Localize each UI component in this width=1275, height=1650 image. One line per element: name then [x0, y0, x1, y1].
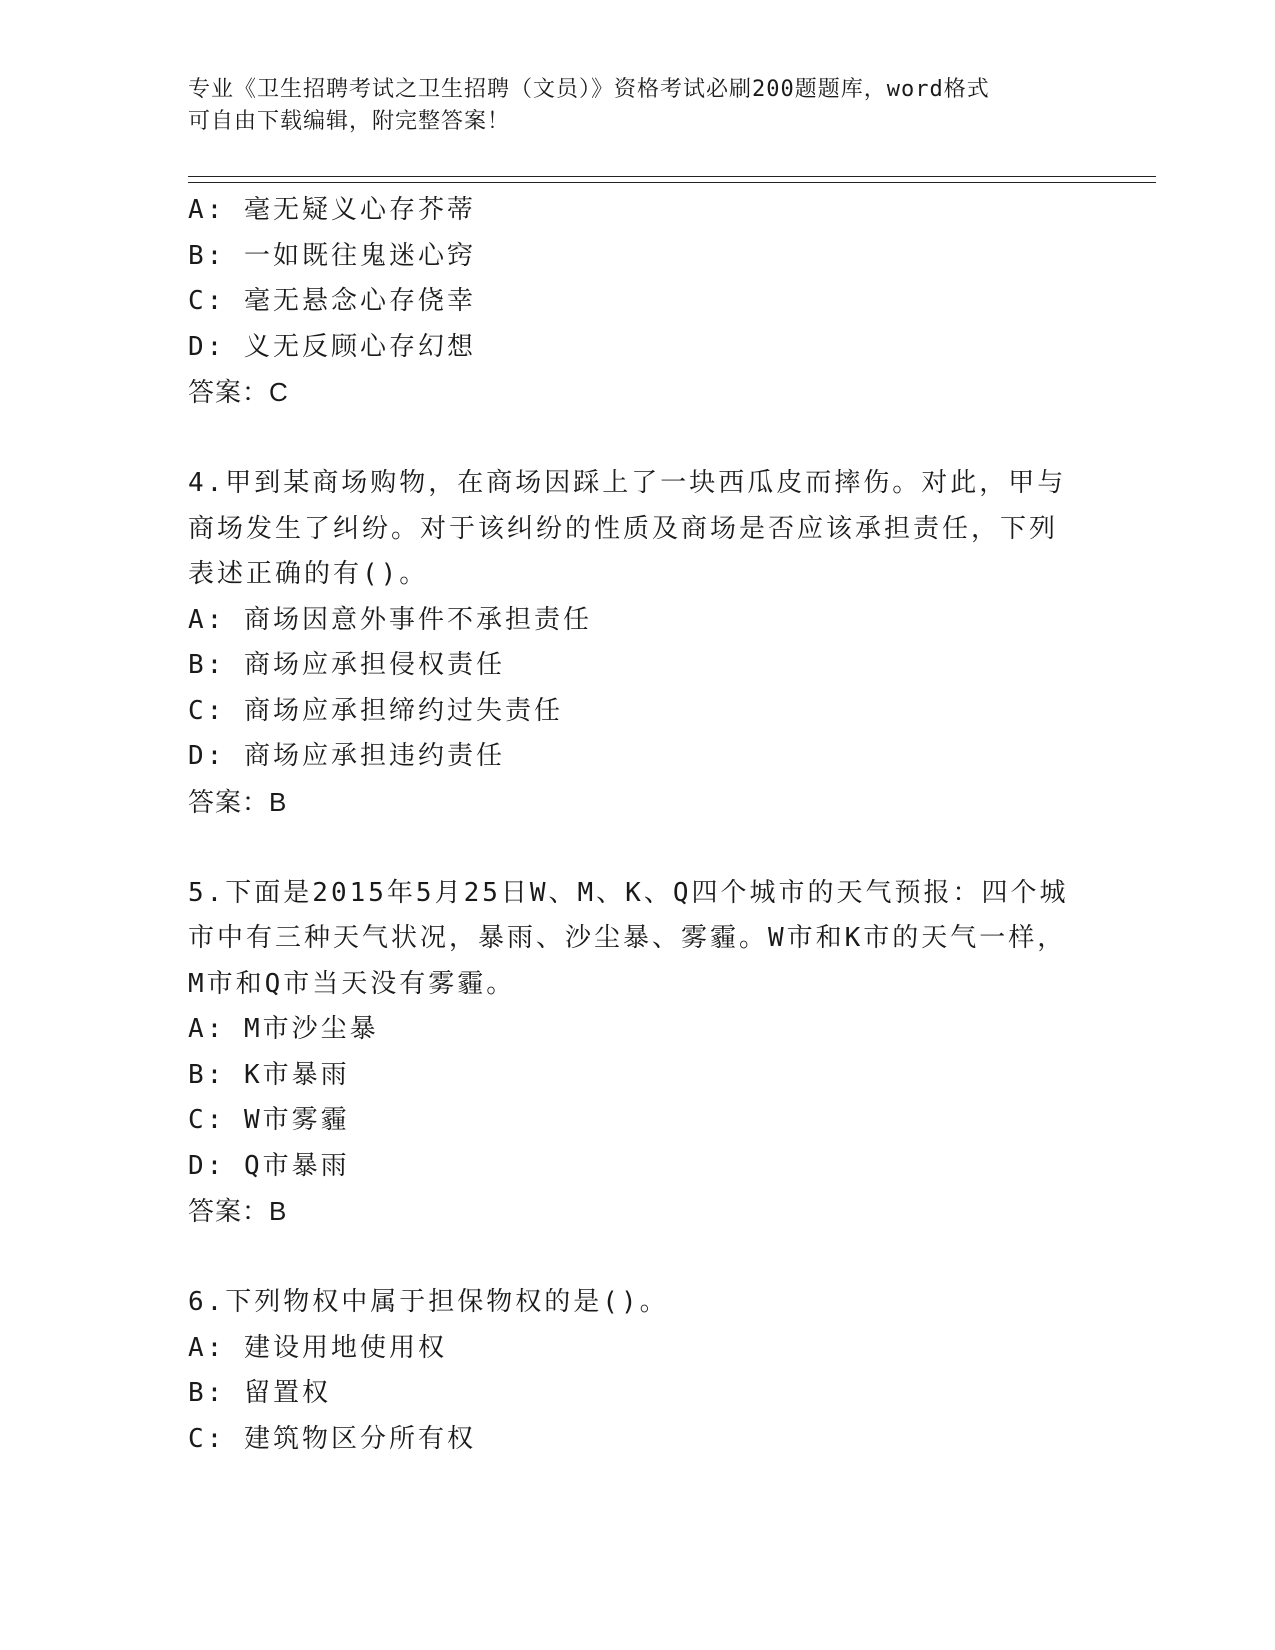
- option-b: B: K市暴雨: [188, 1059, 350, 1090]
- option-a: A: 商场因意外事件不承担责任: [188, 604, 592, 635]
- option-d: D: 商场应承担违约责任: [188, 741, 505, 771]
- question-6: [188, 1280, 1088, 1462]
- document-body: [188, 188, 1088, 1462]
- question-stem-line: 市中有三种天气状况，暴雨、沙尘暴、雾霾。W市和K市的天气一样，: [188, 923, 1067, 953]
- option-b: B: 商场应承担侵权责任: [188, 650, 505, 680]
- header-line-2: 可自由下载编辑，附完整答案！: [188, 109, 511, 134]
- option-b: B: 一如既往鬼迷心窍: [188, 240, 476, 271]
- spacer: [188, 1235, 1088, 1281]
- option-d: D: 义无反顾心存幻想: [188, 331, 476, 362]
- option-a: A: 毫无疑义心存芥蒂: [188, 195, 476, 225]
- question-stem-line: 6.下列物权中属于担保物权的是()。: [188, 1287, 669, 1317]
- option-a: A: M市沙尘暴: [188, 1014, 379, 1044]
- option-c: C: 商场应承担缔约过失责任: [188, 695, 563, 726]
- answer: 答案：B: [188, 1196, 288, 1226]
- spacer: [188, 825, 1088, 871]
- question-stem-line: 4.甲到某商场购物，在商场因踩上了一块西瓜皮而摔伤。对此，甲与: [188, 468, 1067, 498]
- question-4: [188, 461, 1088, 825]
- question-stem-line: 5.下面是2015年5月25日W、M、K、Q四个城市的天气预报：四个城: [188, 877, 1069, 908]
- option-d: D: Q市暴雨: [188, 1150, 350, 1181]
- document-header: [188, 74, 1088, 138]
- option-c: C: W市雾霾: [188, 1105, 350, 1135]
- question-3-continued: [188, 188, 1088, 416]
- question-5: [188, 871, 1088, 1235]
- option-b: B: 留置权: [188, 1378, 331, 1408]
- answer: 答案：C: [188, 377, 289, 407]
- question-stem-line: 表述正确的有()。: [188, 559, 429, 589]
- header-divider: [188, 176, 1156, 183]
- header-line-1: 专业《卫生招聘考试之卫生招聘（文员）》资格考试必刷200题题库，word格式: [188, 77, 990, 102]
- option-a: A: 建设用地使用权: [188, 1332, 447, 1363]
- option-c: C: 建筑物区分所有权: [188, 1423, 476, 1454]
- question-stem-line: M市和Q市当天没有雾霾。: [188, 968, 516, 999]
- question-stem-line: 商场发生了纠纷。对于该纠纷的性质及商场是否应该承担责任，下列: [188, 513, 1059, 544]
- option-c: C: 毫无悬念心存侥幸: [188, 286, 476, 316]
- spacer: [188, 416, 1088, 462]
- answer: 答案：B: [188, 786, 288, 817]
